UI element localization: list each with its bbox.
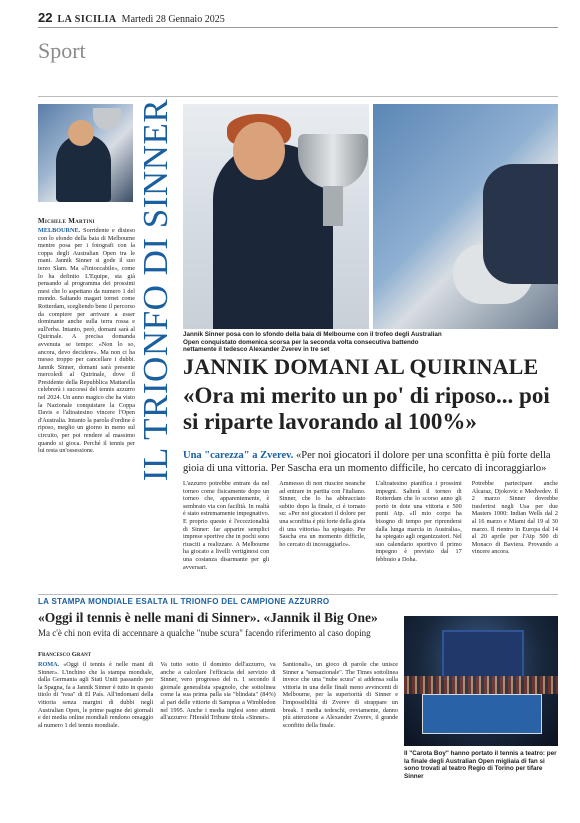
- article-columns: [183, 480, 558, 588]
- article-column: Ammesso di non riuscire neanche ad entrare in partita con l'italiano. Sinner, che lo ha abbracciato subito dopo la finale, ci è tornato su: «Per noi giocatori il dolore per una sconfitta è più forte della gioia di una vittoria» ha spiegato. Per Sascha era un momento difficile, ho cercato di incoraggiarlo».: [279, 480, 366, 548]
- lower-column: [38, 661, 153, 811]
- left-article-body: [38, 227, 135, 455]
- sinner-press-photo: [38, 104, 133, 202]
- lower-column: Va tutto sotto il dominio dell'azzurro, va anche a calcolare l'efficacia del servizio di Sinner, vero progresso del n. 1 secondo il giornale generalista spagnolo, che sottolinea come la sua prima palla sia "blindata" (84%) al pari delle vittorie di Sampras a Wimbledon nel 1995. Anche i media inglesi sono attenti all'azzurro: l'Herald Tribune titola «Sinner».: [160, 661, 276, 722]
- section-rule: [38, 96, 558, 97]
- player-seated: [483, 164, 558, 284]
- lower-dateline: ROMA.: [38, 661, 60, 668]
- theatre-photo-caption: Il "Carota Boy" hanno portato il tennis a teatro: per la finale degli Australian Open migliaia di fan si sono trovati al teatro Regio di Torino per tifare Sinner: [404, 750, 557, 780]
- dateline: MELBOURNE.: [38, 227, 81, 234]
- page-header: [38, 10, 558, 26]
- theatre-crowd: [404, 676, 558, 694]
- issue-date: Martedì 28 Gennaio 2025: [121, 14, 225, 25]
- vertical-title: [132, 98, 180, 482]
- lead-paragraph: [183, 450, 558, 475]
- main-photo-caption: Jannik Sinner posa con lo sfondo della baia di Melbourne con il trofeo degli Australian Open conquistato domenica scorsa per la seconda volta consecutiva battendo nettamente il tedesco Alexander Zverev in tre set: [183, 331, 442, 354]
- page-number: 22: [38, 10, 53, 25]
- theatre-photo: [404, 616, 558, 746]
- left-body-text: Sorridente e disteso con lo sfondo della baia di Melbourne mentre posa per i fotografi con la coppa degli Australian Open tra le mani. Jannik Sinner si gode il suo terzo Slam. Ma «l'intoccabile», come lo ha definito L'Equipe, sta già pensando al programma dei prossimi mesi che lo aspettano da numero 1 del mondo. Saltando magari tornei come Rotterdam, scegliendo bene il percorso da compiere per arrivare a esser dominante anche sulla terra rossa e sull'erba. Intanto, però, domani sarà al Quirinale. A precisa domanda avvenuta se tempo: «Non lo so, ancora, devo decidere». Ma non ci ha messo troppo per cancellare i dubbi. Jannik Sinner, domani sarà presente mercoledì al Quirinale, dove il Presidente della Repubblica Mattarella celebrerà i successi del tennis azzurro nel 2024. Un anno magico che ha visto la Nazionale conquistare la Coppa Davis e l'altoatesino vincere l'Open d'Australia. Intanto la parola d'ordine è riposo, meglio un giorno in meno sul circuito, per poi rendere al massimo quando si gioca. Perché il tennis per lui resta un'ossessione.: [38, 227, 135, 455]
- lower-section-rule: [38, 594, 558, 595]
- article-column: L'azzurro potrebbe entrare da nel torneo come fisicamente dopo un torneo che, apparentemente, è sembrato via con facilità. In realtà è stato estremamente impegnativo. E proprio questo è l'eccezionalità di Sinner: far apparire semplici imprese sportive che in pochi sono riusciti a realizzare. A Melbourne ha giocato a livelli vertiginosi con una costanza disarmante per gli avversari.: [183, 480, 270, 571]
- article-column: L'altoatesino pianifica i prossimi impegni. Salterà il torneo di Rotterdam che lo scorso anno gli portò in dote una vittoria e 500 punti Atp. «Il mio corpo ha bisogno di tempo per riprendersi dalla lunga marcia in Australia», ha spiegato agli organizzatori. Nel suo calendario sportivo il primo impegno è previsto dal 17 febbraio a Doha.: [375, 480, 462, 563]
- lower-article-columns: [38, 661, 398, 811]
- figure-head: [68, 120, 94, 146]
- lower-column-text: «Oggi il tennis è nelle mani di Sinner». L'inchino che la stampa mondiale, dalla Germania agli Stati Uniti passando per la Spagna, fa a Jannik Sinner è tutto in questo titolo di "resa" di El País. All'indomani della vittoria senza margini di dubbi negli Australian Open, le prime pagine dei giornali e dei media online mondiali rendono omaggio al numero 1 del tennis mondiale.: [38, 661, 154, 729]
- theatre-court: [422, 694, 542, 734]
- lead-bold: Una "carezza" a Zverev.: [183, 450, 294, 461]
- header-rule: [38, 27, 558, 28]
- headline-main: JANNIK DOMANI AL QUIRINALE: [183, 354, 539, 379]
- lower-column: Santionali», un gioco di parole che unisce Sinner a "sensazionale". The Times sottolinea invece che una "nube scura" si addensa sulla vittoria in una delle finali meno avvincenti di Melbourne, per la superiorità di Sinner e l'impossibilità di Zverev di strappare un break. I media tedeschi, ovviamente, danno più attenzione a Alexander Zverev, il grande sconfitto della finale.: [282, 661, 398, 729]
- article-column: Potrebbe partecipare anche Alcaraz, Djokovic e Medvedev. Il 2 marzo Sinner dovrebbe trasferirsi negli Usa per due Masters 1000: Indian Wells dal 2 al 16 marzo e Miami dal 19 al 30 marzo. Il rientro in Europa dal 14 al 20 aprile per l'Atp 500 di Monaco di Baviera. Provando a vincere ancora.: [471, 480, 558, 556]
- lead-text: «Per noi giocatori il dolore per una sconfitta è più forte della gioia di una vittoria. Per Sascha era un momento difficile, ho cercato di incoraggiarlo»: [183, 450, 551, 474]
- lower-headline: «Oggi il tennis è nelle mani di Sinner». «Jannik il Big One»: [38, 610, 378, 625]
- photo-gap: [369, 104, 373, 329]
- lower-kicker: LA STAMPA MONDIALE ESALTA IL TRIONFO DEL CAMPIONE AZZURRO: [38, 597, 330, 606]
- theatre-screen: [442, 630, 524, 680]
- main-photo: [183, 104, 558, 329]
- section-title: Sport: [38, 38, 86, 63]
- vertical-title-text: IL TRIONFO DI SINNER: [136, 98, 175, 482]
- headline-quote: «Ora mi merito un po' di riposo... poi si riparte lavorando al 100%»: [183, 383, 550, 434]
- lower-subheadline: Ma c'è chi non evita di accennare a qualche "nube scura" facendo riferimento al caso doping: [38, 628, 371, 638]
- trophy-stem: [323, 186, 343, 226]
- player-face: [233, 122, 285, 180]
- trophy-shape: [93, 108, 121, 130]
- lower-byline: Francesco Grant: [38, 651, 92, 658]
- left-byline: Michele Martini: [38, 217, 95, 225]
- newspaper-name: LA SICILIA: [57, 14, 117, 25]
